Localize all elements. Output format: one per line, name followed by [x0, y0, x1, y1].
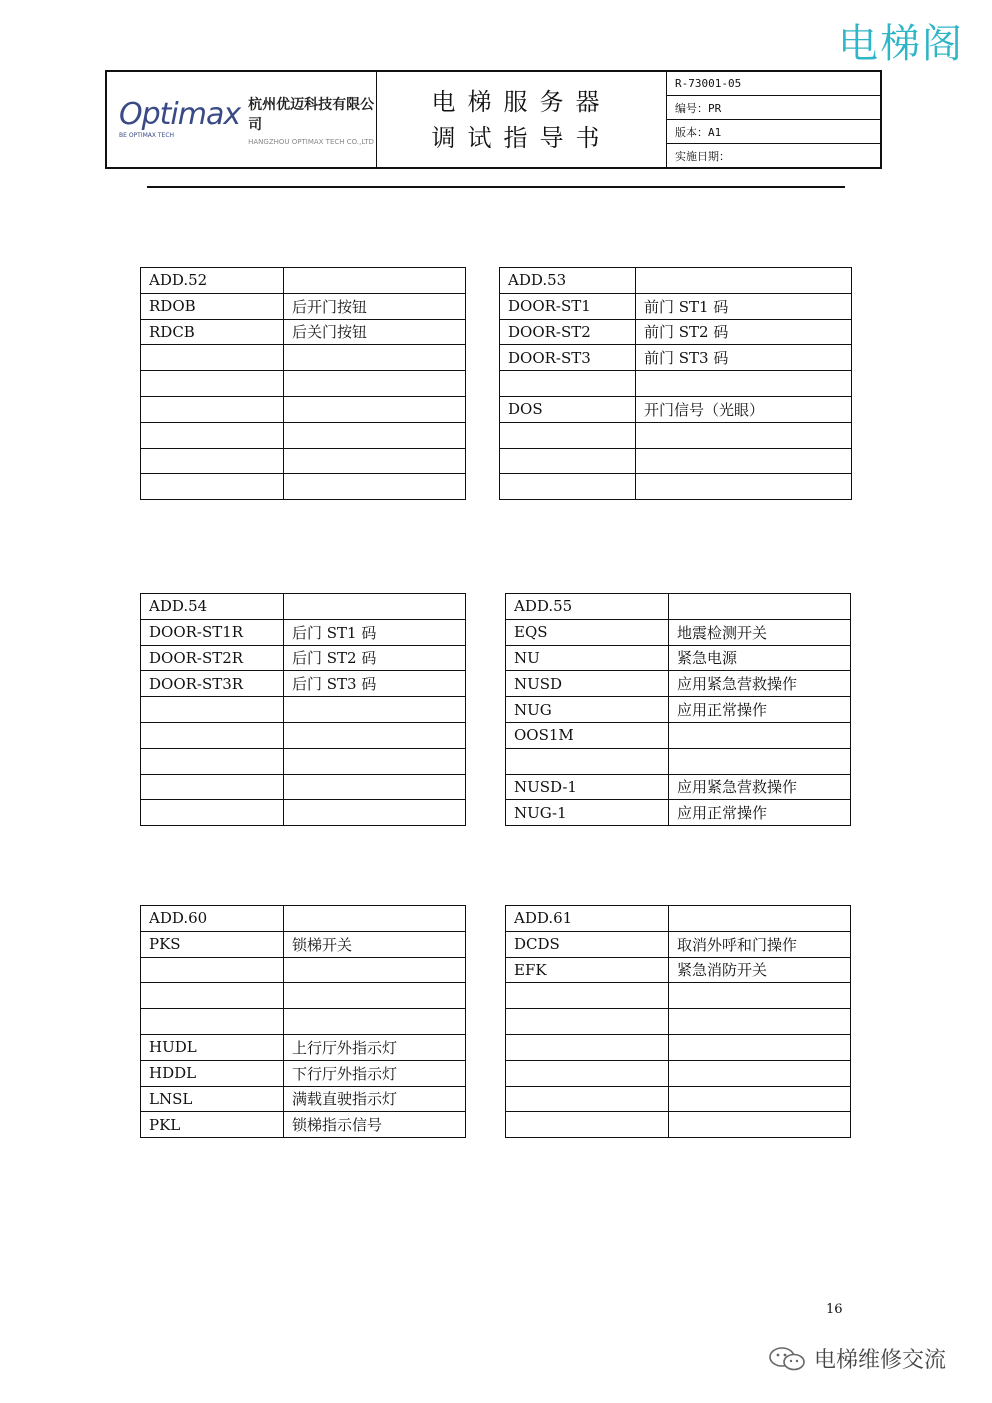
table-row: [141, 396, 466, 422]
table-row: [500, 345, 852, 371]
signal-code-cell: [506, 1112, 669, 1138]
signal-code-cell: [506, 1086, 669, 1112]
signal-code-cell: DOOR-ST1: [500, 293, 636, 319]
signal-code-cell: [506, 1034, 669, 1060]
signal-desc-cell: [284, 697, 466, 723]
signal-desc-cell: 取消外呼和门操作: [669, 931, 851, 957]
table-row: [506, 1112, 851, 1138]
signal-code-cell: [141, 748, 284, 774]
table-row: [141, 1086, 466, 1112]
table-row: [500, 474, 852, 500]
address-table-52: [140, 267, 466, 500]
table-row: [141, 645, 466, 671]
signal-code-cell: ADD.54: [141, 594, 284, 620]
address-table-61: [505, 905, 851, 1138]
signal-desc-cell: 前门 ST1 码: [636, 293, 852, 319]
signal-code-cell: NU: [506, 645, 669, 671]
address-table-54: [140, 593, 466, 826]
table-row: [506, 931, 851, 957]
signal-desc-cell: [284, 594, 466, 620]
signal-desc-cell: 锁梯开关: [284, 931, 466, 957]
signal-code-cell: OOS1M: [506, 722, 669, 748]
signal-code-cell: [500, 422, 636, 448]
table-row: [506, 594, 851, 620]
signal-desc-cell: [669, 1086, 851, 1112]
signal-desc-cell: [669, 1034, 851, 1060]
signal-code-cell: [141, 474, 284, 500]
table-row: [141, 906, 466, 932]
signal-desc-cell: 下行厅外指示灯: [284, 1060, 466, 1086]
table-row: [506, 697, 851, 723]
table-row: [506, 906, 851, 932]
signal-code-cell: [141, 722, 284, 748]
signal-desc-cell: 后开门按钮: [284, 293, 466, 319]
table-row: [141, 957, 466, 983]
table-row: [500, 371, 852, 397]
signal-code-cell: NUG: [506, 697, 669, 723]
signal-desc-cell: [636, 474, 852, 500]
signal-code-cell: [141, 983, 284, 1009]
table-row: [141, 931, 466, 957]
table-row: [141, 448, 466, 474]
table-row: [500, 422, 852, 448]
signal-desc-cell: [284, 474, 466, 500]
signal-desc-cell: 后门 ST3 码: [284, 671, 466, 697]
signal-desc-cell: [284, 422, 466, 448]
signal-desc-cell: 后关门按钮: [284, 319, 466, 345]
signal-desc-cell: 后门 ST1 码: [284, 619, 466, 645]
signal-desc-cell: [284, 800, 466, 826]
signal-code-cell: ADD.53: [500, 268, 636, 294]
company-logo: [107, 72, 377, 167]
signal-desc-cell: 前门 ST2 码: [636, 319, 852, 345]
signal-desc-cell: 紧急电源: [669, 645, 851, 671]
wechat-icon: [768, 1345, 808, 1373]
table-row: [506, 774, 851, 800]
signal-code-cell: DOOR-ST2R: [141, 645, 284, 671]
signal-code-cell: [141, 957, 284, 983]
table-row: [500, 396, 852, 422]
table-row: [500, 319, 852, 345]
table-row: [141, 671, 466, 697]
table-row: [141, 800, 466, 826]
signal-code-cell: PKS: [141, 931, 284, 957]
signal-desc-cell: [284, 722, 466, 748]
table-row: [141, 594, 466, 620]
doc-version: 版本：A1: [667, 120, 880, 144]
address-table-60: [140, 905, 466, 1138]
table-row: [141, 697, 466, 723]
signal-desc-cell: 后门 ST2 码: [284, 645, 466, 671]
table-row: [506, 1009, 851, 1035]
signal-desc-cell: [284, 448, 466, 474]
signal-code-cell: EQS: [506, 619, 669, 645]
signal-code-cell: [141, 422, 284, 448]
signal-desc-cell: [284, 1009, 466, 1035]
table-row: [506, 1086, 851, 1112]
document-title: [377, 72, 667, 167]
footer-brand: [768, 1343, 946, 1374]
signal-code-cell: DCDS: [506, 931, 669, 957]
table-row: [500, 268, 852, 294]
signal-code-cell: [506, 983, 669, 1009]
table-row: [506, 671, 851, 697]
table-row: [506, 645, 851, 671]
table-row: [141, 1060, 466, 1086]
signal-desc-cell: [284, 983, 466, 1009]
signal-desc-cell: 上行厅外指示灯: [284, 1034, 466, 1060]
signal-desc-cell: [284, 268, 466, 294]
title-line-2: 调试指导书: [431, 123, 612, 152]
table-row: [141, 1112, 466, 1138]
signal-desc-cell: 应用正常操作: [669, 800, 851, 826]
signal-code-cell: [141, 1009, 284, 1035]
signal-code-cell: RDCB: [141, 319, 284, 345]
signal-desc-cell: [636, 422, 852, 448]
signal-desc-cell: [284, 957, 466, 983]
signal-desc-cell: 满载直驶指示灯: [284, 1086, 466, 1112]
signal-desc-cell: 应用紧急营救操作: [669, 774, 851, 800]
signal-code-cell: EFK: [506, 957, 669, 983]
signal-code-cell: DOOR-ST3R: [141, 671, 284, 697]
signal-desc-cell: 应用紧急营救操作: [669, 671, 851, 697]
signal-desc-cell: [669, 1060, 851, 1086]
document-header: [105, 70, 882, 169]
table-row: [141, 748, 466, 774]
signal-desc-cell: 地震检测开关: [669, 619, 851, 645]
table-row: [500, 293, 852, 319]
table-row: [141, 1034, 466, 1060]
signal-code-cell: LNSL: [141, 1086, 284, 1112]
table-row: [506, 800, 851, 826]
signal-code-cell: ADD.55: [506, 594, 669, 620]
signal-desc-cell: [284, 371, 466, 397]
doc-number: 编号：PR: [667, 96, 880, 120]
company-name-en: HANGZHOU OPTIMAX TECH CO.,LTD: [248, 137, 374, 146]
doc-code: R-73001-05: [667, 72, 880, 96]
address-table-53: [499, 267, 852, 500]
table-row: [141, 293, 466, 319]
signal-code-cell: [141, 800, 284, 826]
signal-desc-cell: [284, 748, 466, 774]
signal-desc-cell: [669, 1112, 851, 1138]
title-line-1: 电梯服务器: [431, 87, 612, 116]
signal-code-cell: [500, 371, 636, 397]
logo-mark: Optimax: [119, 97, 241, 132]
table-row: [506, 1034, 851, 1060]
page-number: 16: [826, 1302, 843, 1317]
signal-desc-cell: 应用正常操作: [669, 697, 851, 723]
signal-code-cell: [141, 448, 284, 474]
footer-brand-text: 电梯维修交流: [814, 1348, 947, 1373]
signal-desc-cell: [669, 722, 851, 748]
header-divider: [147, 186, 845, 188]
table-row: [141, 983, 466, 1009]
signal-code-cell: HUDL: [141, 1034, 284, 1060]
signal-code-cell: DOOR-ST3: [500, 345, 636, 371]
signal-code-cell: [506, 748, 669, 774]
signal-desc-cell: 紧急消防开关: [669, 957, 851, 983]
logo-tagline: BE OPTIMAX TECH: [119, 132, 175, 139]
signal-code-cell: NUSD: [506, 671, 669, 697]
signal-desc-cell: [284, 906, 466, 932]
signal-desc-cell: 锁梯指示信号: [284, 1112, 466, 1138]
signal-code-cell: [141, 697, 284, 723]
signal-desc-cell: [669, 1009, 851, 1035]
watermark-text: 电梯阁: [838, 21, 964, 67]
table-row: [500, 448, 852, 474]
signal-desc-cell: [284, 396, 466, 422]
signal-desc-cell: [284, 774, 466, 800]
document-meta: [667, 72, 880, 167]
table-row: [141, 371, 466, 397]
signal-desc-cell: [669, 983, 851, 1009]
signal-code-cell: NUSD-1: [506, 774, 669, 800]
signal-code-cell: [141, 396, 284, 422]
signal-code-cell: ADD.52: [141, 268, 284, 294]
signal-desc-cell: [669, 906, 851, 932]
table-row: [506, 748, 851, 774]
signal-desc-cell: [636, 268, 852, 294]
address-table-55: [505, 593, 851, 826]
signal-desc-cell: 开门信号（光眼）: [636, 396, 852, 422]
signal-code-cell: DOS: [500, 396, 636, 422]
signal-code-cell: RDOB: [141, 293, 284, 319]
signal-code-cell: [141, 774, 284, 800]
signal-code-cell: DOOR-ST1R: [141, 619, 284, 645]
signal-code-cell: [141, 371, 284, 397]
table-row: [506, 1060, 851, 1086]
table-row: [141, 345, 466, 371]
signal-desc-cell: [669, 594, 851, 620]
signal-code-cell: [500, 448, 636, 474]
signal-code-cell: [506, 1009, 669, 1035]
doc-date: 实施日期：: [675, 149, 730, 163]
signal-desc-cell: [636, 371, 852, 397]
company-name-cn: 杭州优迈科技有限公司: [248, 96, 375, 133]
signal-desc-cell: [636, 448, 852, 474]
signal-code-cell: [141, 345, 284, 371]
table-row: [141, 268, 466, 294]
table-row: [141, 422, 466, 448]
signal-desc-cell: 前门 ST3 码: [636, 345, 852, 371]
table-row: [506, 619, 851, 645]
table-row: [141, 319, 466, 345]
table-row: [141, 474, 466, 500]
signal-desc-cell: [669, 748, 851, 774]
table-row: [141, 619, 466, 645]
signal-code-cell: [500, 474, 636, 500]
signal-code-cell: DOOR-ST2: [500, 319, 636, 345]
signal-code-cell: HDDL: [141, 1060, 284, 1086]
table-row: [141, 1009, 466, 1035]
table-row: [506, 722, 851, 748]
signal-code-cell: NUG-1: [506, 800, 669, 826]
table-row: [506, 983, 851, 1009]
signal-desc-cell: [284, 345, 466, 371]
signal-code-cell: ADD.60: [141, 906, 284, 932]
table-row: [506, 957, 851, 983]
table-row: [141, 774, 466, 800]
signal-code-cell: ADD.61: [506, 906, 669, 932]
signal-code-cell: PKL: [141, 1112, 284, 1138]
signal-code-cell: [506, 1060, 669, 1086]
table-row: [141, 722, 466, 748]
